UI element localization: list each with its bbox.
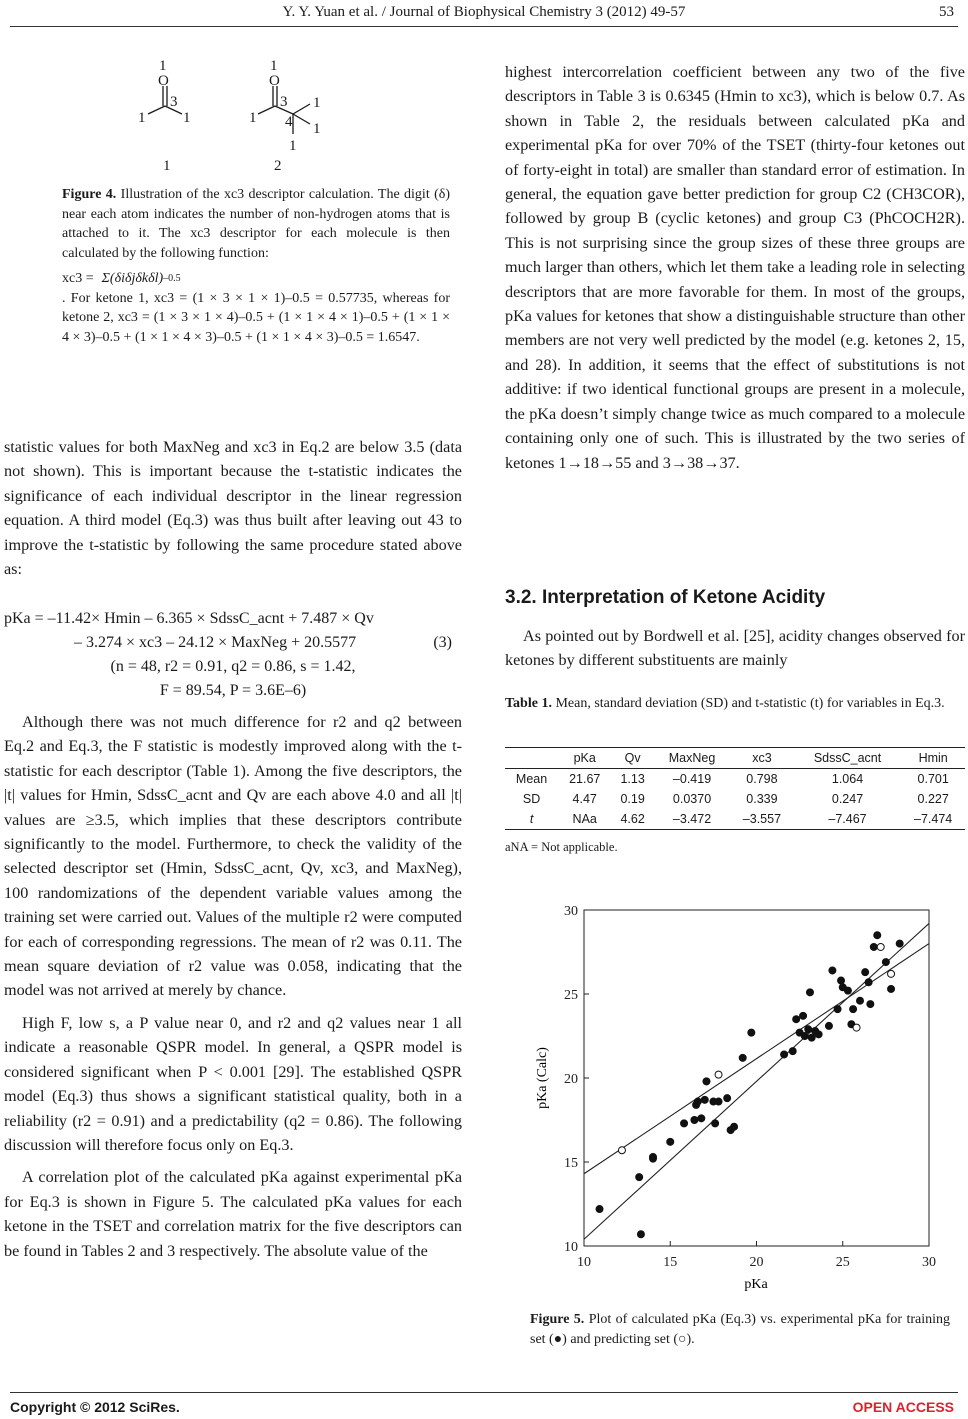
table-cell: 0.798 xyxy=(746,772,778,786)
table-cell: –3.472 xyxy=(672,812,712,826)
left-column-body xyxy=(4,710,462,1271)
training-point xyxy=(808,1034,815,1041)
x-tick-label: 10 xyxy=(577,1255,591,1270)
column-header xyxy=(505,748,558,769)
page-header xyxy=(0,0,968,28)
table-cell: –7.474 xyxy=(914,812,953,826)
table-cell: 1.13 xyxy=(620,772,645,786)
y-axis-label: pKa (Calc) xyxy=(535,1047,550,1109)
training-point xyxy=(865,979,872,986)
figure-5-caption xyxy=(530,1310,950,1349)
mol2-atom-label: 1 xyxy=(270,58,278,74)
training-point xyxy=(701,1096,708,1103)
training-point xyxy=(867,1001,874,1008)
training-point xyxy=(844,987,851,994)
equation-stats: (n = 48, r2 = 0.91, q2 = 0.86, s = 1.42, xyxy=(110,658,356,675)
table-1-caption xyxy=(505,694,965,714)
training-point xyxy=(698,1115,705,1122)
mol2-atom-label: 1 xyxy=(289,138,297,154)
mol1-atom-label: O xyxy=(158,73,169,89)
y-tick-label: 25 xyxy=(564,988,578,1003)
training-point xyxy=(825,1022,832,1029)
table-cell: 0.247 xyxy=(831,792,864,806)
mol2-atom-label: O xyxy=(269,73,280,89)
figure-4-caption xyxy=(62,185,450,347)
mol1-atom-label: 1 xyxy=(183,110,191,126)
training-point xyxy=(888,985,895,992)
predicting-point xyxy=(618,1147,625,1154)
training-point xyxy=(636,1174,643,1181)
column-header: SdssC_acnt xyxy=(813,751,882,765)
table-cell: 0.701 xyxy=(917,772,949,786)
x-tick-label: 20 xyxy=(749,1255,764,1270)
left-column xyxy=(4,435,462,589)
training-point xyxy=(691,1117,698,1124)
training-point xyxy=(857,997,864,1004)
table-cell: t xyxy=(529,812,534,826)
predicting-point xyxy=(853,1024,860,1031)
caption-text: Mean, standard deviation (SD) and t-statistic (t) for variables in Eq.3. xyxy=(555,696,945,711)
figure-4-structures xyxy=(138,56,328,180)
column-header: Hmin xyxy=(918,751,948,765)
header-divider xyxy=(10,26,958,27)
mol2-atom-label: 1 xyxy=(249,110,257,126)
table-cell: –0.419 xyxy=(672,772,712,786)
table-cell: Mean xyxy=(515,772,548,786)
training-point xyxy=(703,1078,710,1085)
training-point xyxy=(896,940,903,947)
training-point xyxy=(650,1153,657,1160)
table-row xyxy=(505,789,965,809)
section-heading: 3.2. Interpretation of Ketone Acidity xyxy=(505,587,826,608)
table-cell: SD xyxy=(522,792,541,806)
body-paragraph: highest intercorrelation coefficient between any two of the five descriptors in Table 3 is 0.6345 (Hmin to xc3), which is below 0.7. As shown in Table 2, the residuals between calculated pKa and experimental pKa for over 70% of the TSET (thirty-four ketones out of forty-eight in total) are smaller than standard error of estimation. In general, the equation gave better prediction for group C2 (CH3COR), followed by group B (cyclic ketones) and group C3 (PhCOCH2R). This is not surprising since the group sizes of these three groups are much larger than others, which let them take a leading role in selecting descriptors that are more favorable for them. In most of the groups, pKa values for ketones that show a distinguishable structure than other members are not very well predicted by the model (e.g. ketones 2, 15, and 28). In addition, it seems that the effect of substitutions is not additive: if two identical functional groups are present in a molecule, the pKa doesn’t simply change twice as much compared to a molecule containing only one of such. This is illustrated by the two series of ketones 1→18→55 and 3→38→37. xyxy=(505,63,965,472)
column-header: xc3 xyxy=(752,751,772,765)
training-point xyxy=(862,969,869,976)
right-column xyxy=(505,60,965,483)
table-cell: –7.467 xyxy=(828,812,867,826)
mol1-atom-label: 1 xyxy=(159,58,167,74)
y-tick-label: 15 xyxy=(564,1156,578,1171)
training-point xyxy=(815,1031,822,1038)
equation-stats: F = 89.54, P = 3.6E–6) xyxy=(159,682,307,699)
right-column-continued xyxy=(505,624,965,681)
equation-3 xyxy=(4,607,462,703)
table-cell: 0.19 xyxy=(620,792,645,806)
table-header-row xyxy=(505,748,965,769)
x-tick-label: 30 xyxy=(922,1255,936,1270)
table-cell: 4.47 xyxy=(572,792,597,806)
training-point xyxy=(882,959,889,966)
training-point xyxy=(806,989,813,996)
table-cell: 1.064 xyxy=(831,772,864,786)
column-header: MaxNeg xyxy=(668,751,716,765)
mol2-atom-label: 1 xyxy=(313,121,321,137)
table-footnote: aNA = Not applicable. xyxy=(505,840,618,854)
x-tick-label: 15 xyxy=(663,1255,678,1270)
body-paragraph: A correlation plot of the calculated pKa against experimental pKa for Eq.3 is shown in Figure 5. The calculated pKa values for each ketone in the TSET and correlation matrix for the five descriptors can be found in Tables 2 and 3 respectively. The absolute value of the xyxy=(4,1168,462,1260)
page-number: 53 xyxy=(939,4,954,20)
training-point xyxy=(874,932,881,939)
training-point xyxy=(834,1006,841,1013)
training-point xyxy=(781,1051,788,1058)
equation-line: – 3.274 × xc3 – 24.12 × MaxNeg + 20.5577 xyxy=(74,634,357,651)
column-header: pKa xyxy=(573,751,596,765)
table-cell: –3.557 xyxy=(742,812,782,826)
predicting-point xyxy=(877,943,884,950)
predicting-point xyxy=(888,970,895,977)
mol2-number: 2 xyxy=(274,158,282,174)
mol1-atom-label: 3 xyxy=(170,94,178,110)
mol1-number: 1 xyxy=(163,158,171,174)
y-tick-label: 30 xyxy=(564,904,578,919)
training-point xyxy=(829,967,836,974)
y-tick-label: 10 xyxy=(564,1240,578,1255)
table-cell: 21.67 xyxy=(569,772,601,786)
body-paragraph: Although there was not much difference for r2 and q2 between Eq.2 and Eq.3, the F statistic is modestly improved along with the t-statistic for each descriptor (Table 1). Among the five descriptors, the |t| values for Hmin, SdssC_acnt and Qv are each above 4.0 and all |t| values are ≥3.5, which implies that these descriptors contribute significantly to the model. Furthermore, to check the validity of the selected descriptor set (Hmin, SdssC_acnt, Qv, xc3, and MaxNeg), 100 randomizations of the dependent variable values among the training set were carried out. Values of the multiple r2 were computed for each of corresponding regressions. The mean of r2 was 0.11. The mean square deviation of r2 value was 0.058, indicating that the model was not arrived at merely by chance. xyxy=(4,713,462,1000)
xc3-formula: xc3 = Σ(δiδjδkδl) –0.5 . For ketone 1, xc3 = (1 × 3 × 1 × 1)–0.5 = 0.57735, whereas for ketone 2, xc3 = (1 × 3 × 1 × 4)–0.5 + (1 × 1 × 4 × 1)–0.5 + (1 × 1 × 4 × 3)–0.5 + (1 × 1 × 4 × 3)–0.5 + (1 × 1 × 4 × 3)–0.5 = 1.6547. xyxy=(62,271,450,345)
training-point xyxy=(637,1231,644,1238)
training-point xyxy=(789,1048,796,1055)
footer-divider xyxy=(10,1392,958,1393)
y-tick-label: 20 xyxy=(564,1072,578,1087)
body-paragraph: statistic values for both MaxNeg and xc3 in Eq.2 are below 3.5 (data not shown). This is important because the t-statistic indicates the significance of each individual descriptor in the linear regression equation. A third model (Eq.3) was thus built after leaving out 43 to improve the t-statistic by following the same procedure stated above as: xyxy=(4,438,462,579)
training-point xyxy=(712,1120,719,1127)
training-point xyxy=(838,977,845,984)
training-point xyxy=(801,1033,808,1040)
copyright-notice: Copyright © 2012 SciRes. xyxy=(10,1399,180,1415)
table-cell: 0.227 xyxy=(917,792,949,806)
training-point xyxy=(596,1206,603,1213)
training-point xyxy=(850,1006,857,1013)
x-tick-label: 25 xyxy=(835,1255,850,1270)
figure-5-chart xyxy=(524,896,944,1296)
column-header: Qv xyxy=(624,751,641,765)
training-point xyxy=(724,1095,731,1102)
running-title: Y. Y. Yuan et al. / Journal of Biophysical Chemistry 3 (2012) 49-57 xyxy=(282,4,686,20)
training-point xyxy=(800,1012,807,1019)
plot-area xyxy=(584,910,929,1246)
training-point xyxy=(667,1138,674,1145)
page-footer xyxy=(0,1392,968,1419)
training-point xyxy=(805,1026,812,1033)
open-access-badge: OPEN ACCESS xyxy=(852,1399,954,1415)
predicting-point xyxy=(715,1071,722,1078)
mol2-atom-label: 3 xyxy=(280,94,288,110)
mol2-atom-label: 1 xyxy=(313,95,321,111)
caption-text: Plot of calculated pKa (Eq.3) vs. experimental pKa for training set (●) and predicting set (○). xyxy=(530,1312,951,1347)
caption-label: Figure 4. xyxy=(62,187,117,202)
table-row xyxy=(505,809,965,830)
table-cell: 4.62 xyxy=(620,812,645,826)
x-axis-label: pKa xyxy=(744,1277,768,1292)
table-cell: 0.0370 xyxy=(672,792,712,806)
training-point xyxy=(694,1098,701,1105)
caption-label: Figure 5. xyxy=(530,1312,585,1327)
equation-line: pKa = –11.42× Hmin – 6.365 × SdssC_acnt + 7.487 × Qv xyxy=(4,610,374,627)
mol1-atom-label: 1 xyxy=(138,110,146,126)
body-paragraph: High F, low s, a P value near 0, and r2 and q2 values near 1 all indicate a reasonable QSPR model. In general, a QSPR model is considered significant when P < 0.001 [29]. The established QSPR model (Eq.3) thus shows a significant statistical quality, both in a reliability (r2 = 0.91) and a predictability (q2 = 0.86). The following discussion will therefore focus only on Eq.3. xyxy=(4,1013,462,1154)
training-point xyxy=(681,1120,688,1127)
training-point xyxy=(731,1123,738,1130)
training-point xyxy=(715,1098,722,1105)
table-1 xyxy=(505,747,965,858)
training-point xyxy=(870,943,877,950)
mol2-atom-label: 4 xyxy=(285,114,293,130)
equation-number: (3) xyxy=(433,634,452,651)
caption-label: Table 1. xyxy=(505,696,552,711)
table-cell: NAa xyxy=(572,812,597,826)
caption-text: Illustration of the xc3 descriptor calculation. The digit (δ) near each atom indicates the number of non-hydrogen atoms that is attached to it. The xc3 descriptor for each molecule is then calculated by the following function: xyxy=(62,187,451,261)
training-point xyxy=(793,1016,800,1023)
training-point xyxy=(748,1029,755,1036)
body-paragraph: As pointed out by Bordwell et al. [25], acidity changes observed for ketones by different substituents are mainly xyxy=(505,627,965,670)
training-point xyxy=(739,1054,746,1061)
table-row xyxy=(505,769,965,790)
table-cell: 0.339 xyxy=(746,792,778,806)
